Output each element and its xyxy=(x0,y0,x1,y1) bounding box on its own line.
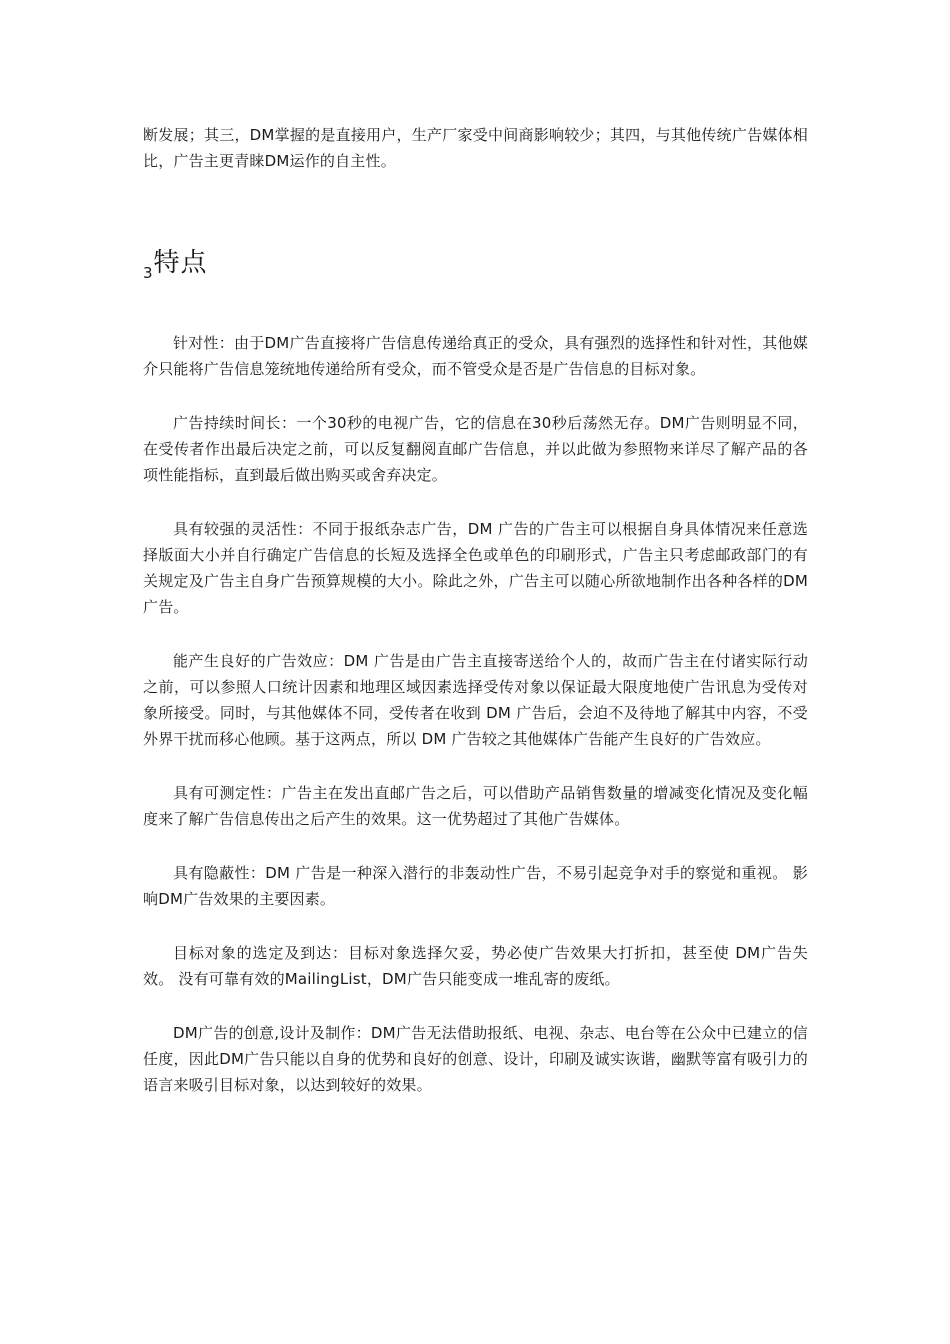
paragraph-flexibility: 具有较强的灵活性：不同于报纸杂志广告，DM 广告的广告主可以根据自身具体情况来任意选择版面大小并自行确定广告信息的长短及选择全色或单色的印刷形式，广告主只考虑邮政部门的有关规定及广告主自身广告预算规模的大小。除此之外，广告主可以随心所欲地制作出各种各样的DM广告。 xyxy=(143,520,808,616)
paragraph-effect: 能产生良好的广告效应：DM 广告是由广告主直接寄送给个人的，故而广告主在付诸实际行动之前，可以参照人口统计因素和地理区域因素选择受传对象以保证最大限度地使广告讯息为受传对象所接受。同时，与其他媒体不同，受传者在收到 DM 广告后，会迫不及待地了解其中内容，不受外界干扰而移心他顾。基于这两点，所以 DM 广告较之其他媒体广告能产生良好的广告效应。 xyxy=(143,652,808,748)
paragraph-duration: 广告持续时间长：一个30秒的电视广告，它的信息在30秒后荡然无存。DM广告则明显不同，在受传者作出最后决定之前，可以反复翻阅直邮广告信息，并以此做为参照物来详尽了解产品的各项性能指标，直到最后做出购买或舍弃决定。 xyxy=(143,414,808,484)
paragraph-measurability: 具有可测定性：广告主在发出直邮广告之后，可以借助产品销售数量的增减变化情况及变化幅度来了解广告信息传出之后产生的效果。这一优势超过了其他广告媒体。 xyxy=(143,784,808,828)
paragraph-creative-design: DM广告的创意,设计及制作：DM广告无法借助报纸、电视、杂志、电台等在公众中已建立的信任度，因此DM广告只能以自身的优势和良好的创意、设计，印刷及诚实诙谐，幽默等富有吸引力的语言来吸引目标对象，以达到较好的效果。 xyxy=(143,1024,808,1094)
section-number: 3 xyxy=(143,264,153,282)
intro-paragraph: 断发展；其三，DM掌握的是直接用户，生产厂家受中间商影响较少；其四，与其他传统广告媒体相比，广告主更青睐DM运作的自主性。 xyxy=(143,126,808,170)
document-body xyxy=(143,122,808,1126)
section-heading xyxy=(143,234,808,282)
section-title: 特点 xyxy=(153,248,208,278)
paragraph-target-audience: 目标对象的选定及到达：目标对象选择欠妥，势必使广告效果大打折扣，甚至使 DM广告失效。 没有可靠有效的MailingList，DM广告只能变成一堆乱寄的废纸。 xyxy=(143,944,808,988)
paragraph-targeting: 针对性：由于DM广告直接将广告信息传递给真正的受众，具有强烈的选择性和针对性，其他媒介只能将广告信息笼统地传递给所有受众，而不管受众是否是广告信息的目标对象。 xyxy=(143,334,808,378)
paragraph-concealment: 具有隐蔽性：DM 广告是一种深入潜行的非轰动性广告，不易引起竞争对手的察觉和重视。 影响DM广告效果的主要因素。 xyxy=(143,864,808,908)
